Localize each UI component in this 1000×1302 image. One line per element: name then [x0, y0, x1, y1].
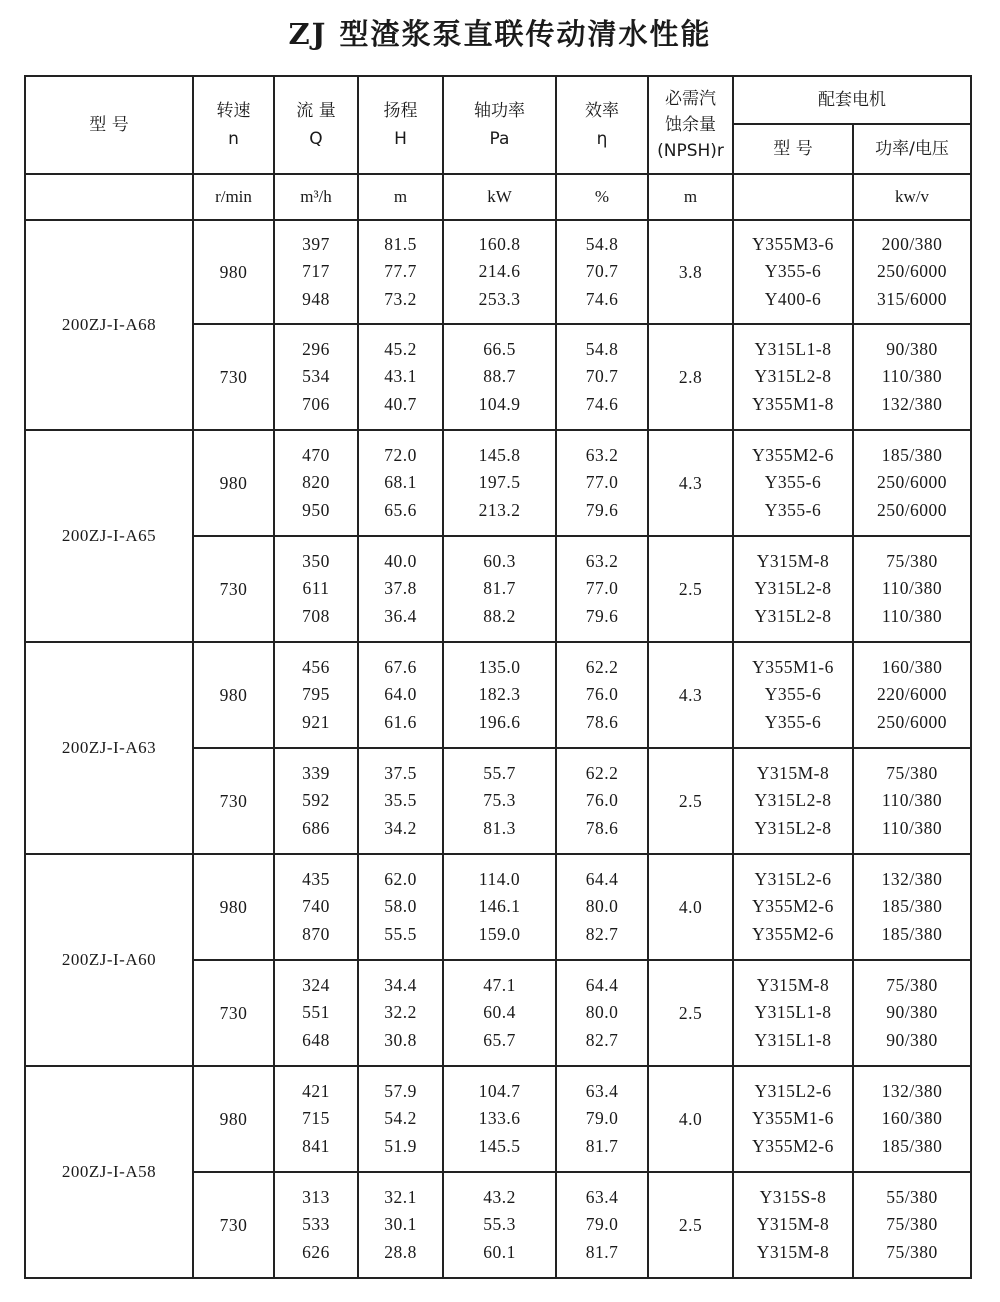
units-row [25, 174, 971, 220]
head-values [358, 220, 443, 324]
head-value: 32.2 [384, 1002, 417, 1023]
efficiency-value: 82.7 [585, 1029, 619, 1050]
efficiency-values [556, 642, 648, 748]
head-value: 72.0 [384, 444, 417, 465]
efficiency-value: 79.6 [585, 605, 619, 626]
npsh-value: 4.3 [648, 642, 733, 748]
motor-model-value: Y315L2-8 [754, 366, 832, 387]
motor-power-value: 250/6000 [876, 472, 948, 493]
efficiency-value: 54.8 [585, 338, 619, 359]
flow-value: 611 [302, 578, 330, 599]
flow-value: 296 [302, 338, 330, 359]
power-value: 182.3 [478, 684, 521, 705]
power-value: 214.6 [478, 261, 521, 282]
power-value: 145.5 [478, 1135, 521, 1156]
header-speed: 转速 n [193, 76, 274, 174]
efficiency-value: 79.0 [585, 1214, 619, 1235]
motor-power-value: 250/6000 [876, 711, 948, 732]
motor-power-values [853, 324, 971, 430]
table-row [25, 642, 971, 748]
motor-power-value: 110/380 [881, 366, 943, 387]
motor-power-value: 185/380 [881, 444, 943, 465]
motor-power-value: 110/380 [881, 790, 943, 811]
motor-model-value: Y315L1-8 [754, 1002, 832, 1023]
motor-model-values [733, 430, 853, 536]
page-title: ZJ 型渣浆泵直联传动清水性能 [288, 17, 712, 51]
speed-value: 980 [193, 1066, 274, 1172]
efficiency-value: 78.6 [585, 711, 619, 732]
head-values [358, 854, 443, 960]
header-motor-power: 功率/电压 [853, 124, 971, 174]
motor-power-value: 90/380 [886, 1029, 938, 1050]
power-value: 197.5 [478, 472, 521, 493]
motor-model-value: Y315M-8 [756, 1241, 830, 1262]
speed-value: 730 [193, 1172, 274, 1278]
power-value: 88.2 [483, 605, 516, 626]
efficiency-value: 81.7 [585, 1241, 619, 1262]
npsh-value: 2.5 [648, 748, 733, 854]
unit-npsh: m [648, 174, 733, 220]
efficiency-values [556, 220, 648, 324]
motor-power-values [853, 430, 971, 536]
efficiency-value: 79.0 [585, 1108, 619, 1129]
power-value: 104.7 [478, 1080, 521, 1101]
motor-model-value: Y355-6 [764, 684, 822, 705]
head-values [358, 430, 443, 536]
efficiency-values [556, 854, 648, 960]
flow-value: 339 [302, 762, 330, 783]
motor-model-value: Y355M1-6 [752, 656, 834, 677]
head-values [358, 748, 443, 854]
head-value: 40.7 [384, 393, 417, 414]
power-values [443, 536, 556, 642]
motor-model-value: Y400-6 [764, 288, 822, 309]
head-value: 37.5 [384, 762, 417, 783]
efficiency-value: 77.0 [585, 578, 619, 599]
header-npsh: 必需汽 蚀余量 (NPSH)r [648, 76, 733, 174]
efficiency-values [556, 430, 648, 536]
power-value: 60.1 [483, 1241, 516, 1262]
flow-value: 841 [302, 1135, 330, 1156]
head-value: 30.1 [384, 1214, 417, 1235]
motor-power-value: 250/6000 [876, 261, 948, 282]
efficiency-value: 80.0 [585, 896, 619, 917]
motor-power-value: 110/380 [881, 817, 943, 838]
motor-model-values [733, 960, 853, 1066]
speed-value: 980 [193, 642, 274, 748]
motor-model-value: Y355-6 [764, 261, 822, 282]
head-value: 62.0 [384, 868, 417, 889]
motor-power-values [853, 536, 971, 642]
power-value: 146.1 [478, 896, 521, 917]
motor-power-values [853, 748, 971, 854]
flow-value: 686 [302, 817, 330, 838]
head-value: 68.1 [384, 472, 417, 493]
unit-head: m [358, 174, 443, 220]
power-value: 60.4 [483, 1002, 516, 1023]
flow-value: 921 [302, 711, 330, 732]
flow-value: 870 [302, 923, 330, 944]
flow-values [274, 324, 358, 430]
motor-model-value: Y355M2-6 [752, 923, 834, 944]
efficiency-values [556, 1066, 648, 1172]
npsh-value: 3.8 [648, 220, 733, 324]
motor-power-values [853, 1172, 971, 1278]
efficiency-value: 54.8 [585, 233, 619, 254]
motor-power-values [853, 220, 971, 324]
speed-value: 980 [193, 430, 274, 536]
motor-model-value: Y315M-8 [756, 550, 830, 571]
motor-model-value: Y355M3-6 [752, 233, 834, 254]
motor-model-values [733, 748, 853, 854]
flow-values [274, 1172, 358, 1278]
unit-efficiency: % [556, 174, 648, 220]
flow-values [274, 1066, 358, 1172]
header-flow: 流 量 Q [274, 76, 358, 174]
power-value: 60.3 [483, 550, 516, 571]
head-values [358, 1066, 443, 1172]
power-value: 135.0 [478, 656, 521, 677]
power-value: 159.0 [478, 923, 521, 944]
motor-power-value: 55/380 [886, 1186, 938, 1207]
power-value: 81.3 [483, 817, 516, 838]
efficiency-value: 74.6 [585, 393, 619, 414]
motor-model-values [733, 1172, 853, 1278]
flow-value: 551 [302, 1002, 330, 1023]
pump-model: 200ZJ-I-A60 [25, 854, 193, 1066]
motor-model-values [733, 854, 853, 960]
efficiency-values [556, 536, 648, 642]
head-value: 64.0 [384, 684, 417, 705]
head-value: 51.9 [384, 1135, 417, 1156]
pump-model: 200ZJ-I-A63 [25, 642, 193, 854]
power-value: 75.3 [483, 790, 516, 811]
motor-power-value: 315/6000 [876, 288, 948, 309]
efficiency-value: 62.2 [585, 762, 619, 783]
flow-value: 950 [302, 499, 330, 520]
header-head: 扬程 H [358, 76, 443, 174]
speed-value: 730 [193, 536, 274, 642]
unit-model [25, 174, 193, 220]
head-value: 67.6 [384, 656, 417, 677]
efficiency-value: 63.2 [585, 550, 619, 571]
head-value: 34.4 [384, 974, 417, 995]
power-value: 196.6 [478, 711, 521, 732]
motor-power-value: 220/6000 [876, 684, 948, 705]
flow-value: 820 [302, 472, 330, 493]
motor-power-value: 75/380 [886, 1241, 938, 1262]
flow-values [274, 748, 358, 854]
speed-value: 980 [193, 220, 274, 324]
npsh-value: 4.0 [648, 1066, 733, 1172]
power-value: 145.8 [478, 444, 521, 465]
efficiency-value: 79.6 [585, 499, 619, 520]
motor-power-value: 132/380 [881, 1080, 943, 1101]
motor-power-value: 185/380 [881, 923, 943, 944]
flow-value: 397 [302, 233, 330, 254]
speed-value: 730 [193, 748, 274, 854]
npsh-value: 4.3 [648, 430, 733, 536]
head-values [358, 642, 443, 748]
motor-model-value: Y355-6 [764, 711, 822, 732]
head-value: 58.0 [384, 896, 417, 917]
pump-model: 200ZJ-I-A58 [25, 1066, 193, 1278]
head-value: 28.8 [384, 1241, 417, 1262]
power-value: 65.7 [483, 1029, 516, 1050]
efficiency-value: 62.2 [585, 656, 619, 677]
power-value: 66.5 [483, 338, 516, 359]
head-value: 45.2 [384, 338, 417, 359]
npsh-value: 2.8 [648, 324, 733, 430]
flow-values [274, 642, 358, 748]
motor-model-value: Y315S-8 [759, 1186, 827, 1207]
flow-value: 350 [302, 550, 330, 571]
header-power: 轴功率 Pa [443, 76, 556, 174]
power-value: 55.3 [483, 1214, 516, 1235]
head-value: 37.8 [384, 578, 417, 599]
head-value: 61.6 [384, 711, 417, 732]
motor-model-value: Y355M2-6 [752, 1135, 834, 1156]
flow-value: 948 [302, 288, 330, 309]
motor-model-value: Y315L2-8 [754, 790, 832, 811]
head-value: 54.2 [384, 1108, 417, 1129]
flow-values [274, 220, 358, 324]
efficiency-value: 63.2 [585, 444, 619, 465]
unit-power: kW [443, 174, 556, 220]
motor-model-value: Y315M-8 [756, 762, 830, 783]
flow-value: 421 [302, 1080, 330, 1101]
efficiency-value: 78.6 [585, 817, 619, 838]
flow-value: 795 [302, 684, 330, 705]
power-value: 253.3 [478, 288, 521, 309]
motor-model-value: Y355M2-6 [752, 444, 834, 465]
speed-value: 980 [193, 854, 274, 960]
power-value: 114.0 [478, 868, 521, 889]
power-value: 81.7 [483, 578, 516, 599]
flow-value: 626 [302, 1241, 330, 1262]
head-values [358, 536, 443, 642]
flow-values [274, 536, 358, 642]
speed-value: 730 [193, 960, 274, 1066]
motor-power-value: 200/380 [881, 233, 943, 254]
motor-model-values [733, 220, 853, 324]
efficiency-value: 81.7 [585, 1135, 619, 1156]
motor-model-value: Y315L1-8 [754, 338, 832, 359]
power-values [443, 324, 556, 430]
unit-speed: r/min [193, 174, 274, 220]
efficiency-value: 63.4 [585, 1186, 619, 1207]
efficiency-value: 64.4 [585, 868, 619, 889]
head-values [358, 324, 443, 430]
flow-value: 324 [302, 974, 330, 995]
header-motor-model: 型 号 [733, 124, 853, 174]
efficiency-value: 76.0 [585, 684, 619, 705]
head-value: 40.0 [384, 550, 417, 571]
efficiency-value: 63.4 [585, 1080, 619, 1101]
motor-power-value: 90/380 [886, 1002, 938, 1023]
head-value: 65.6 [384, 499, 417, 520]
efficiency-value: 70.7 [585, 261, 619, 282]
motor-power-value: 132/380 [881, 868, 943, 889]
flow-value: 435 [302, 868, 330, 889]
motor-power-value: 110/380 [881, 578, 943, 599]
head-value: 57.9 [384, 1080, 417, 1101]
flow-value: 534 [302, 366, 330, 387]
power-value: 160.8 [478, 233, 521, 254]
power-value: 133.6 [478, 1108, 521, 1129]
motor-power-values [853, 960, 971, 1066]
table-row [25, 854, 971, 960]
unit-motor-power: kw/v [853, 174, 971, 220]
performance-table [24, 75, 972, 1279]
motor-power-values [853, 642, 971, 748]
head-values [358, 1172, 443, 1278]
flow-value: 708 [302, 605, 330, 626]
power-value: 47.1 [483, 974, 516, 995]
head-value: 34.2 [384, 817, 417, 838]
motor-power-value: 110/380 [881, 605, 943, 626]
efficiency-value: 77.0 [585, 472, 619, 493]
motor-model-value: Y315L2-8 [754, 578, 832, 599]
flow-value: 740 [302, 896, 330, 917]
motor-model-value: Y315L2-8 [754, 605, 832, 626]
power-value: 104.9 [478, 393, 521, 414]
motor-model-value: Y355-6 [764, 499, 822, 520]
efficiency-values [556, 960, 648, 1066]
power-value: 213.2 [478, 499, 521, 520]
pump-model: 200ZJ-I-A68 [25, 220, 193, 430]
flow-values [274, 960, 358, 1066]
motor-model-value: Y355M1-6 [752, 1108, 834, 1129]
motor-power-values [853, 854, 971, 960]
efficiency-values [556, 1172, 648, 1278]
flow-value: 717 [302, 261, 330, 282]
table-row [25, 430, 971, 536]
flow-value: 470 [302, 444, 330, 465]
flow-value: 533 [302, 1214, 330, 1235]
efficiency-value: 70.7 [585, 366, 619, 387]
motor-power-value: 250/6000 [876, 499, 948, 520]
head-value: 30.8 [384, 1029, 417, 1050]
motor-power-value: 160/380 [881, 656, 943, 677]
motor-power-value: 75/380 [886, 550, 938, 571]
efficiency-values [556, 324, 648, 430]
head-value: 77.7 [384, 261, 417, 282]
power-value: 88.7 [483, 366, 516, 387]
motor-power-value: 90/380 [886, 338, 938, 359]
motor-model-value: Y355M2-6 [752, 896, 834, 917]
npsh-value: 2.5 [648, 960, 733, 1066]
power-values [443, 854, 556, 960]
head-value: 81.5 [384, 233, 417, 254]
unit-flow: m³/h [274, 174, 358, 220]
efficiency-values [556, 748, 648, 854]
power-values [443, 220, 556, 324]
power-values [443, 642, 556, 748]
motor-power-values [853, 1066, 971, 1172]
header-motor: 配套电机 [733, 76, 971, 124]
power-values [443, 430, 556, 536]
power-value: 55.7 [483, 762, 516, 783]
head-value: 35.5 [384, 790, 417, 811]
header-efficiency: 效率 η [556, 76, 648, 174]
speed-value: 730 [193, 324, 274, 430]
unit-motor-model [733, 174, 853, 220]
motor-power-value: 185/380 [881, 896, 943, 917]
motor-model-value: Y355-6 [764, 472, 822, 493]
motor-model-values [733, 536, 853, 642]
flow-value: 706 [302, 393, 330, 414]
motor-model-value: Y315L2-6 [754, 1080, 832, 1101]
motor-power-value: 75/380 [886, 974, 938, 995]
efficiency-value: 76.0 [585, 790, 619, 811]
motor-model-value: Y355M1-8 [752, 393, 834, 414]
npsh-value: 4.0 [648, 854, 733, 960]
motor-power-value: 160/380 [881, 1108, 943, 1129]
motor-model-values [733, 642, 853, 748]
efficiency-value: 82.7 [585, 923, 619, 944]
head-value: 43.1 [384, 366, 417, 387]
head-value: 32.1 [384, 1186, 417, 1207]
flow-value: 715 [302, 1108, 330, 1129]
efficiency-value: 74.6 [585, 288, 619, 309]
motor-power-value: 75/380 [886, 762, 938, 783]
head-value: 36.4 [384, 605, 417, 626]
power-values [443, 1172, 556, 1278]
flow-value: 313 [302, 1186, 330, 1207]
motor-model-value: Y315L2-6 [754, 868, 832, 889]
motor-power-value: 132/380 [881, 393, 943, 414]
npsh-value: 2.5 [648, 536, 733, 642]
motor-model-value: Y315M-8 [756, 974, 830, 995]
header-model: 型 号 [25, 76, 193, 174]
head-value: 73.2 [384, 288, 417, 309]
power-values [443, 1066, 556, 1172]
table-row [25, 220, 971, 324]
head-values [358, 960, 443, 1066]
power-value: 43.2 [483, 1186, 516, 1207]
motor-model-values [733, 1066, 853, 1172]
efficiency-value: 64.4 [585, 974, 619, 995]
pump-model: 200ZJ-I-A65 [25, 430, 193, 642]
motor-model-value: Y315L1-8 [754, 1029, 832, 1050]
motor-model-value: Y315M-8 [756, 1214, 830, 1235]
flow-value: 648 [302, 1029, 330, 1050]
flow-values [274, 430, 358, 536]
table-row [25, 1066, 971, 1172]
head-value: 55.5 [384, 923, 417, 944]
power-values [443, 748, 556, 854]
flow-values [274, 854, 358, 960]
flow-value: 456 [302, 656, 330, 677]
motor-power-value: 75/380 [886, 1214, 938, 1235]
npsh-value: 2.5 [648, 1172, 733, 1278]
flow-value: 592 [302, 790, 330, 811]
power-values [443, 960, 556, 1066]
motor-power-value: 185/380 [881, 1135, 943, 1156]
efficiency-value: 80.0 [585, 1002, 619, 1023]
motor-model-values [733, 324, 853, 430]
motor-model-value: Y315L2-8 [754, 817, 832, 838]
